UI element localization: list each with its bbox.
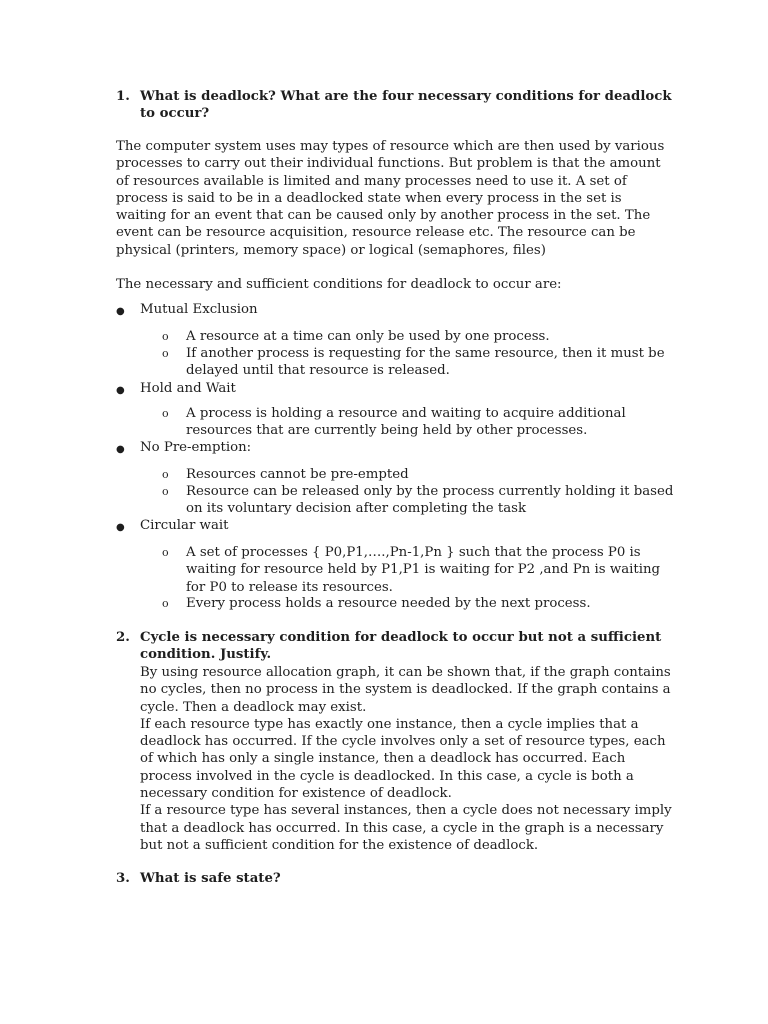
condition-point: If another process is requesting for the same resource, then it must be delayed until that resource is released. — [186, 346, 665, 379]
question-2-title: Cycle is necessary condition for deadlock to occur but not a sufficient condition. Justify. — [140, 630, 662, 663]
answer-paragraph: If each resource type has exactly one instance, then a cycle implies that a deadlock has occurred. If the cycle involves only a set of resource types, each of which has only a single instance, then a deadlock has occurred. Each process involved in the cycle is deadlocked. In this case, a cycle is both a necessary condition for existence of deadlock. — [140, 716, 666, 802]
sub-bullet-icon: o — [162, 597, 169, 610]
sub-bullet-icon: o — [162, 407, 169, 420]
question-2-answer — [140, 664, 680, 854]
sub-bullet-icon: o — [162, 347, 169, 360]
bullet-icon: ● — [116, 522, 125, 533]
condition-point: Resource can be released only by the process currently holding it based on its voluntary decision after completing the task — [186, 484, 674, 517]
bullet-icon: ● — [116, 306, 125, 317]
condition-point: Every process holds a resource needed by the next process. — [186, 596, 591, 611]
question-1-intro-paragraph: The computer system uses may types of resource which are then used by various processes to carry out their individual functions. But problem is that the amount of resources available is limited and many processes need to use it. A set of process is said to be in a deadlocked state when every process in the set is waiting for an event that can be caused only by another process in the set. The event can be resource acquisition, resource release etc. The resource can be physical (printers, memory space) or logical (semaphores, files) — [116, 139, 665, 258]
condition-point: A set of processes { P0,P1,….,Pn-1,Pn } such that the process P0 is waiting for resource held by P1,P1 is waiting for P2 ,and Pn is waiting for P0 to release its resources. — [186, 545, 661, 595]
sub-bullet-icon: o — [162, 546, 169, 559]
condition-circular-wait: Circular wait — [140, 518, 229, 533]
question-1-number: 1. — [116, 89, 130, 104]
question-1-title: What is deadlock? What are the four necessary conditions for deadlock to occur? — [140, 89, 672, 122]
sub-bullet-icon: o — [162, 468, 169, 481]
condition-point: Resources cannot be pre-empted — [186, 467, 409, 482]
bullet-icon: ● — [116, 444, 125, 455]
condition-mutual-exclusion: Mutual Exclusion — [140, 302, 258, 317]
condition-point: A resource at a time can only be used by one process. — [186, 329, 550, 344]
sub-bullet-icon: o — [162, 485, 169, 498]
condition-hold-and-wait: Hold and Wait — [140, 381, 236, 396]
answer-paragraph: By using resource allocation graph, it can be shown that, if the graph contains no cycles, then no process in the system is deadlocked. If the graph contains a cycle. Then a deadlock may exist. — [140, 665, 671, 715]
question-3-number: 3. — [116, 871, 130, 886]
condition-no-pre-emption: No Pre-emption: — [140, 440, 252, 455]
question-2-number: 2. — [116, 630, 130, 645]
sub-bullet-icon: o — [162, 330, 169, 343]
answer-paragraph: If a resource type has several instances, then a cycle does not necessary imply that a deadlock has occurred. In this case, a cycle in the graph is a necessary but not a sufficient condition for the existence of deadlock. — [140, 803, 672, 853]
conditions-lead-sentence: The necessary and sufficient conditions for deadlock to occur are: — [116, 277, 562, 292]
condition-point: A process is holding a resource and waiting to acquire additional resources that are currently being held by other processes. — [186, 406, 626, 439]
bullet-icon: ● — [116, 385, 125, 396]
question-3-title: What is safe state? — [140, 871, 281, 886]
